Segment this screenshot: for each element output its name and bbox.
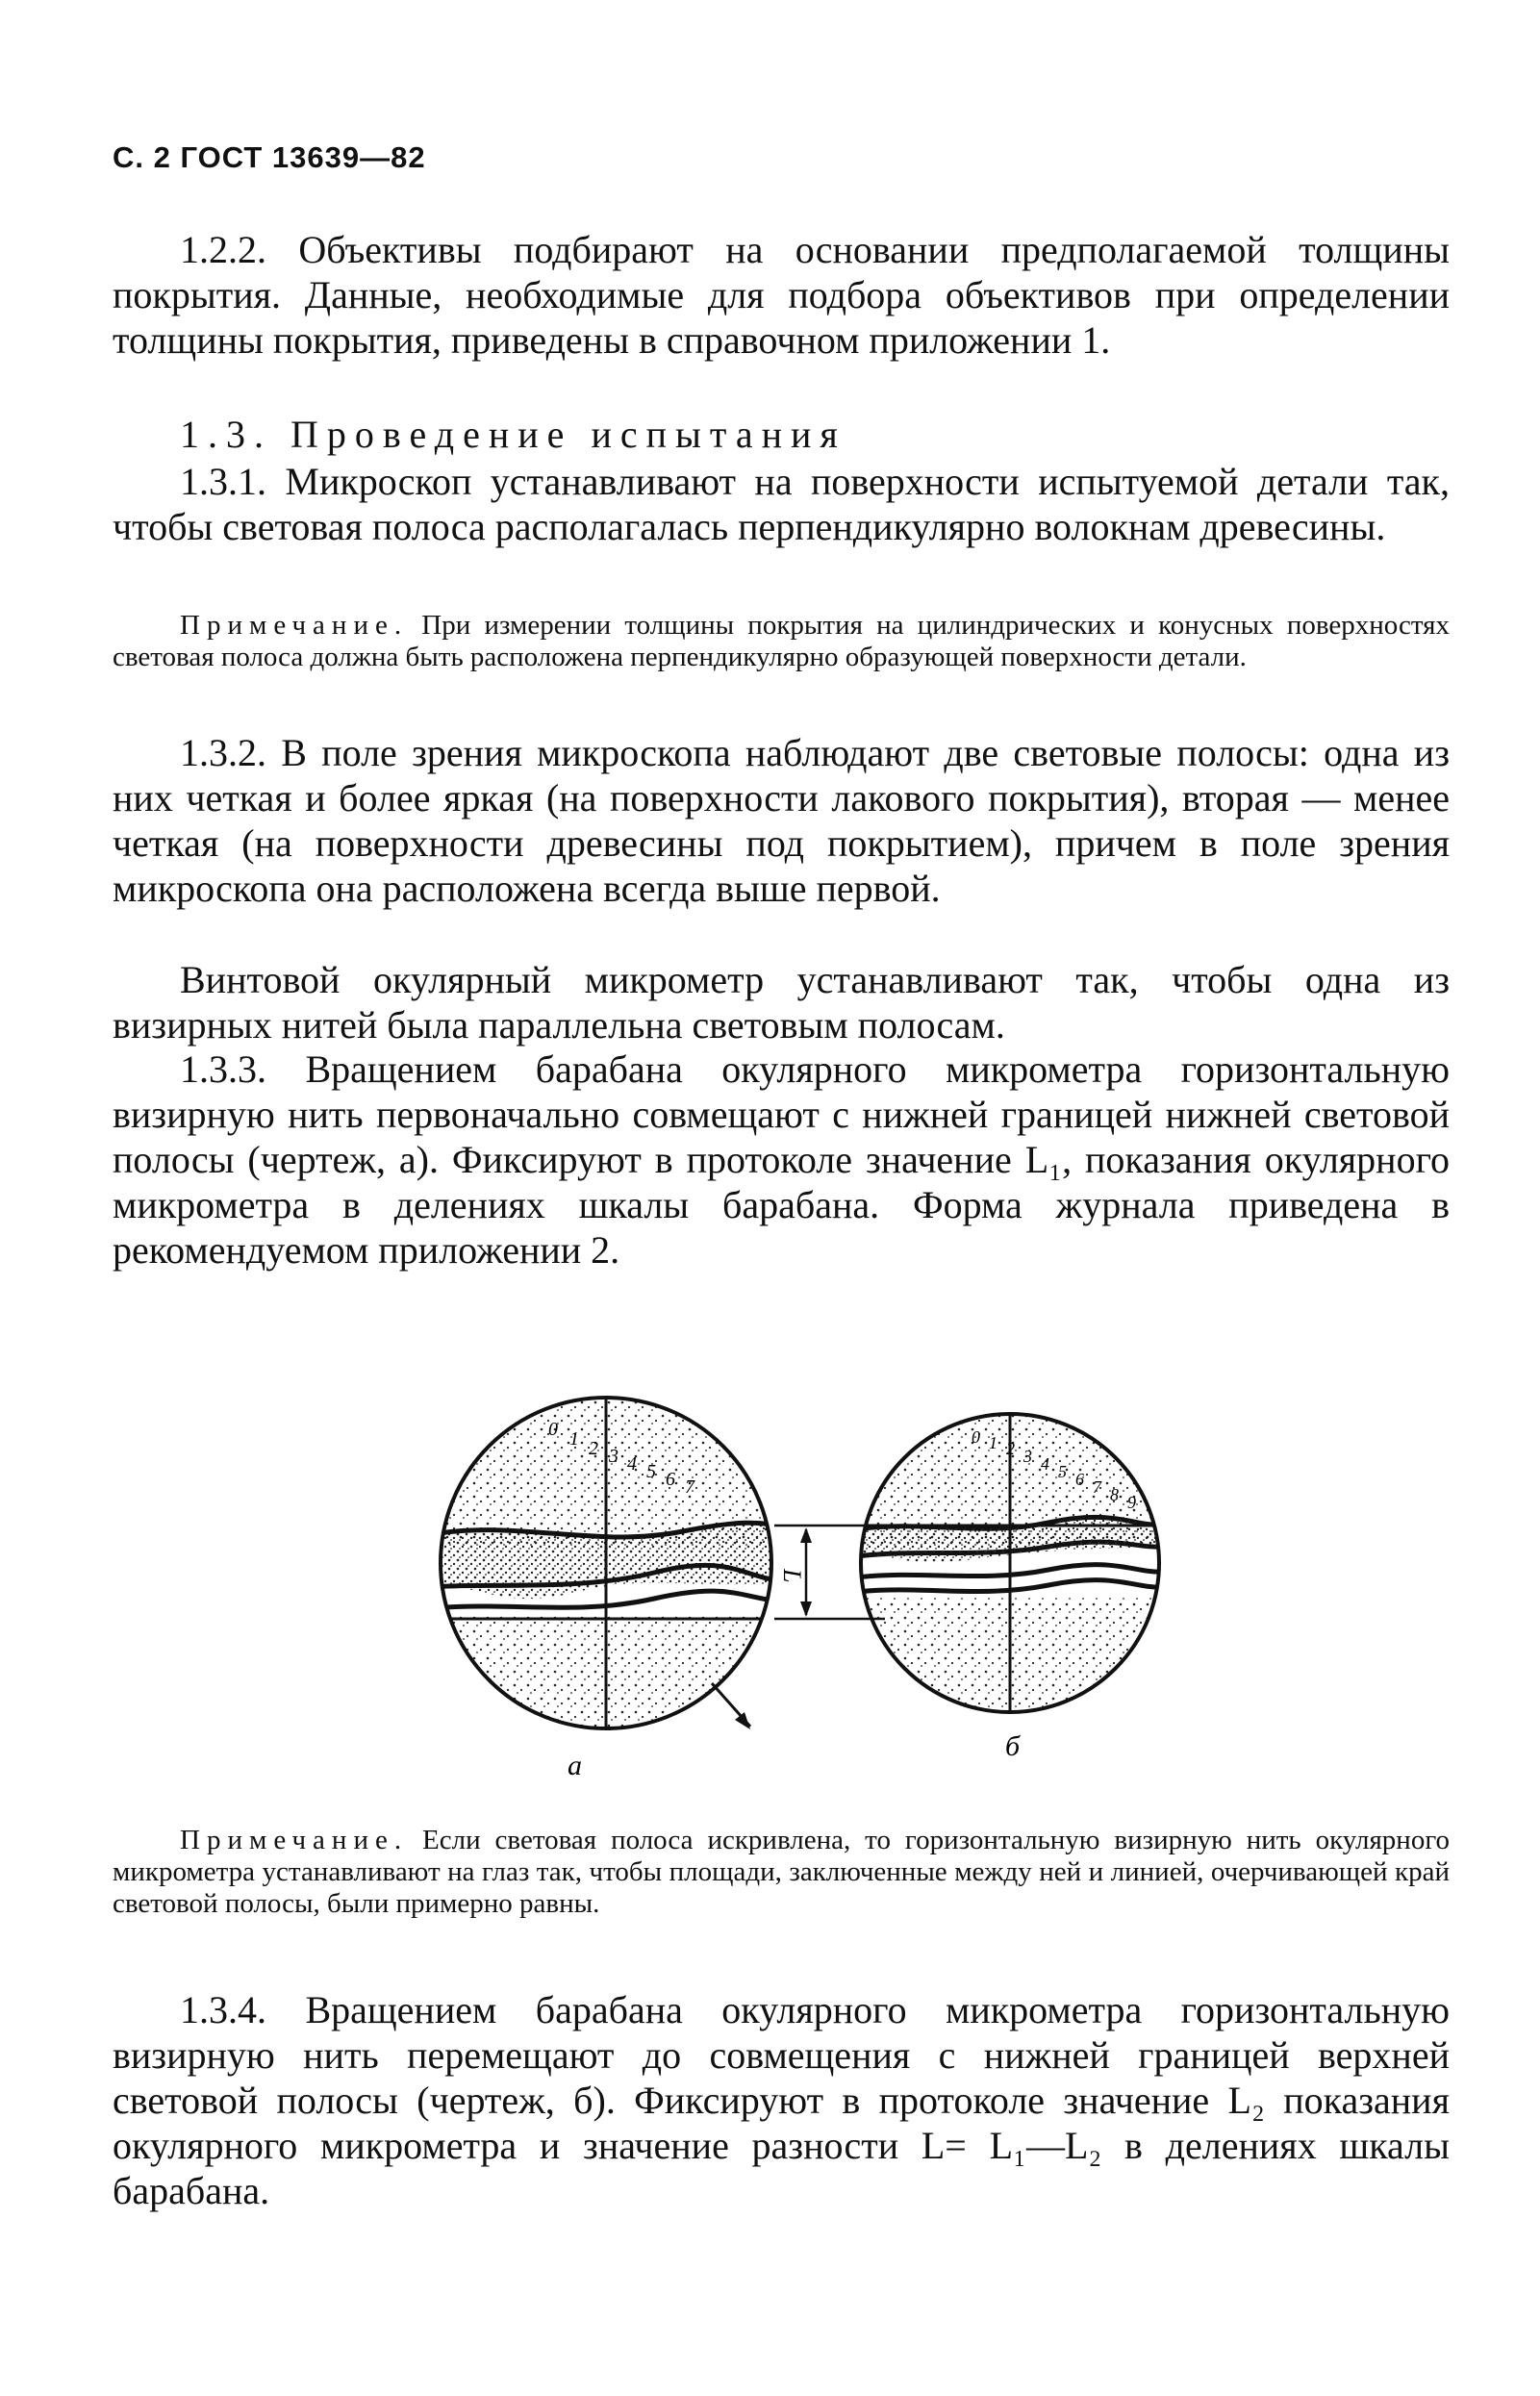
- scale-a-tick-1: 1: [569, 1428, 579, 1450]
- scale-b-tick-1: 1: [989, 1433, 997, 1452]
- paragraph-1-3-3-text: 1.3.3. Вращением барабана окулярного микрометра горизонтальную визирную нить первоначально совмещают с нижней границей нижней световой полосы (чертеж, а). Фиксируют в протоколе значение L₁, показания окулярного микрометра в делениях шкалы барабана. Форма журнала приведена в рекомендуемом приложении 2.: [113, 1047, 1450, 1272]
- scale-a-tick-3: 3: [609, 1446, 619, 1467]
- scale-a-tick-7: 7: [685, 1476, 694, 1498]
- paragraph-1-2-2-text: 1.2.2. Объективы подбирают на основании предполагаемой толщины покрытия. Данные, необходимые для подбора объективов при определении толщины покрытия, приведены в справочном приложении 1.: [113, 228, 1450, 362]
- scale-b-tick-8: 8: [1110, 1485, 1119, 1504]
- paragraph-1-3-1: [113, 459, 1450, 549]
- scale-a-tick-4: 4: [627, 1453, 637, 1475]
- micrometer-figure: [404, 1385, 1222, 1789]
- scale-b-tick-4: 4: [1041, 1454, 1049, 1474]
- scale-a-tick-5: 5: [646, 1461, 656, 1482]
- section-title-block: [113, 412, 1450, 457]
- scale-b-tick-7: 7: [1093, 1477, 1101, 1497]
- view-b: [856, 1404, 1164, 1762]
- paragraph-1-3-4-text: 1.3.4. Вращением барабана окулярного микрометра горизонтальную визирную нить перемещают до совмещения с нижней границей верхней световой полосы (чертеж, б). Фиксируют в протоколе значение L₂ показания окулярного микрометра и значение разности L= L₁—L₂ в делениях шкалы барабана.: [113, 1988, 1450, 2212]
- note-1-text: [113, 610, 1450, 673]
- paragraph-1-3-2: [113, 730, 1450, 911]
- note-2-body: Если световая полоса искривлена, то горизонтальную визирную нить окулярного микрометра устанавливают на глаз так, чтобы площади, заключенные между ней и линией, очерчивающей край световой полосы, были примерно равны.: [113, 1825, 1450, 1919]
- scale-b-tick-2: 2: [1006, 1439, 1015, 1458]
- view-a: [433, 1395, 789, 1781]
- paragraph-vint-text: Винтовой окулярный микрометр устанавливают так, чтобы одна из визирных нитей была параллельна световым полосам.: [113, 958, 1450, 1047]
- scale-b-tick-9: 9: [1127, 1493, 1136, 1512]
- scale-a-tick-0: 0: [548, 1419, 558, 1440]
- paragraph-1-2-2: [113, 227, 1450, 363]
- note-2-label: Примечание.: [180, 1825, 409, 1855]
- paragraph-1-3-3: [113, 1047, 1450, 1273]
- note-1-body: При измерении толщины покрытия на цилиндрических и конусных поверхностях световая полоса должна быть расположена перпендикулярно образующей поверхности детали.: [113, 610, 1450, 672]
- note-1-label: Примечание.: [180, 610, 409, 641]
- double-arrow: [712, 1683, 750, 1729]
- page-header: С. 2 ГОСТ 13639—82: [113, 140, 426, 174]
- paragraph-1-3-2-text: 1.3.2. В поле зрения микроскопа наблюдают две световые полосы: одна из них четкая и более яркая (на поверхности лакового покрытия), вторая — менее четкая (на поверхности древесины под покрытием), причем в поле зрения микроскопа она расположена всегда выше первой.: [113, 731, 1450, 910]
- figure-label-b: б: [1005, 1730, 1021, 1762]
- section-title: 1.3. Проведение испытания: [180, 413, 846, 456]
- dimension-l-label: L: [778, 1569, 806, 1583]
- scale-b-tick-5: 5: [1058, 1462, 1067, 1481]
- paragraph-vint: [113, 957, 1450, 1047]
- scale-b-tick-0: 0: [972, 1427, 980, 1447]
- figure-label-a: а: [568, 1750, 582, 1781]
- note-2: [113, 1825, 1450, 1920]
- scale-b-tick-6: 6: [1075, 1470, 1084, 1489]
- scale-b-tick-3: 3: [1023, 1447, 1032, 1466]
- paragraph-1-3-4: [113, 1987, 1450, 2213]
- paragraph-1-3-1-text: 1.3.1. Микроскоп устанавливают на поверхности испытуемой детали так, чтобы световая полоса располагалась перпендикулярно волокнам древесины.: [113, 460, 1450, 548]
- scale-a-tick-6: 6: [666, 1469, 675, 1490]
- scale-a-tick-2: 2: [589, 1438, 598, 1459]
- note-1: [113, 610, 1450, 673]
- note-2-text: [113, 1825, 1450, 1920]
